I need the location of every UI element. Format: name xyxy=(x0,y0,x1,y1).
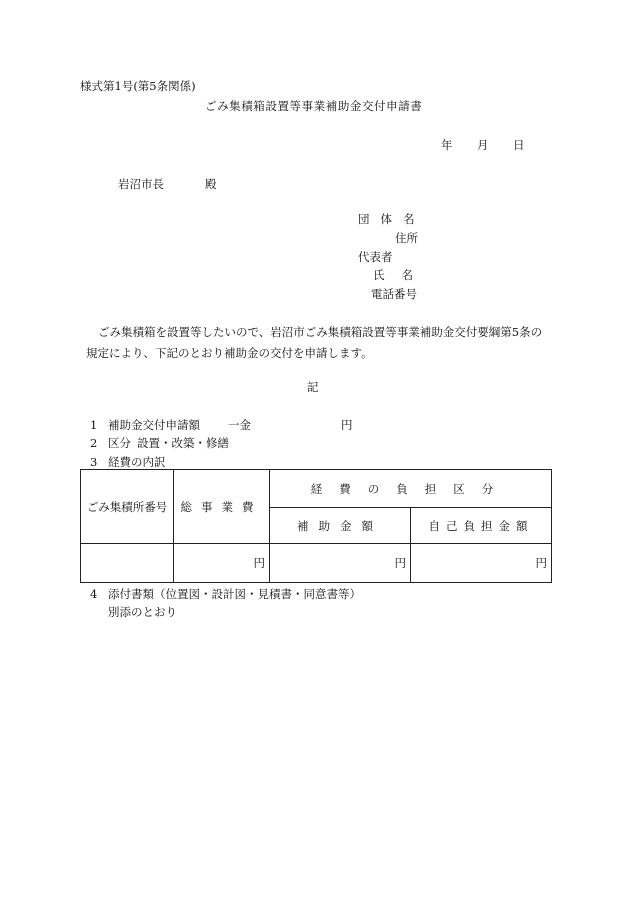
attachments-value: 別添のとおり xyxy=(108,605,177,619)
document-title: ごみ集積箱設置等事業補助金交付申請書 xyxy=(205,99,423,113)
organization-name-label: 団体名 xyxy=(358,212,426,226)
header-total-cost: 総事業費 xyxy=(174,470,270,544)
addressee-name: 岩沼市長 xyxy=(118,177,164,191)
phone-number-label: 電話番号 xyxy=(371,287,417,301)
item-attachments xyxy=(90,587,361,601)
body-line-2: 規定により、下記のとおり補助金の交付を申請します。 xyxy=(86,346,373,360)
item-label: 区分 xyxy=(108,436,131,450)
category-options: 設置・改築・修繕 xyxy=(137,436,229,450)
name-label: 氏名 xyxy=(373,268,430,282)
addressee-honorific: 殿 xyxy=(205,177,217,191)
cell-subsidy-amount: 円 xyxy=(270,544,411,583)
item-number: 2 xyxy=(90,436,98,450)
date-month-label: 月 xyxy=(477,138,489,152)
item-number: 4 xyxy=(90,587,98,601)
amount-unit: 円 xyxy=(341,418,353,432)
date-year-label: 年 xyxy=(441,138,453,152)
header-site-number: ごみ集積所番号 xyxy=(81,470,174,544)
body-line-1: ごみ集積箱を設置等したいので、岩沼市ごみ集積箱設置等事業補助金交付要綱第5条の xyxy=(98,325,543,339)
cell-self-pay-amount: 円 xyxy=(411,544,552,583)
form-number-label: 様式第1号(第5条関係) xyxy=(80,79,196,93)
cell-site-number xyxy=(81,544,174,583)
header-subsidy-amount: 補助金額 xyxy=(270,508,411,544)
expense-breakdown-table xyxy=(80,469,552,583)
item-cost-breakdown xyxy=(90,455,166,469)
item-label: 添付書類（位置図・設計図・見積書・同意書等） xyxy=(108,587,361,601)
header-cost-breakdown: 経費の負担区分 xyxy=(270,470,552,508)
item-category xyxy=(90,436,229,450)
ki-heading: 記 xyxy=(307,380,319,394)
header-self-pay-amount: 自己負担金額 xyxy=(411,508,552,544)
address-label: 住所 xyxy=(395,231,418,245)
item-subsidy-amount xyxy=(90,418,353,432)
representative-label: 代表者 xyxy=(358,250,393,264)
amount-prefix: 一金 xyxy=(228,418,251,432)
item-label: 補助金交付申請額 xyxy=(108,418,200,432)
item-number: 3 xyxy=(90,455,98,469)
cell-total-cost: 円 xyxy=(174,544,270,583)
item-label: 経費の内訳 xyxy=(108,455,166,469)
date-day-label: 日 xyxy=(513,138,525,152)
item-number: 1 xyxy=(90,418,98,432)
application-body-text xyxy=(86,322,556,364)
